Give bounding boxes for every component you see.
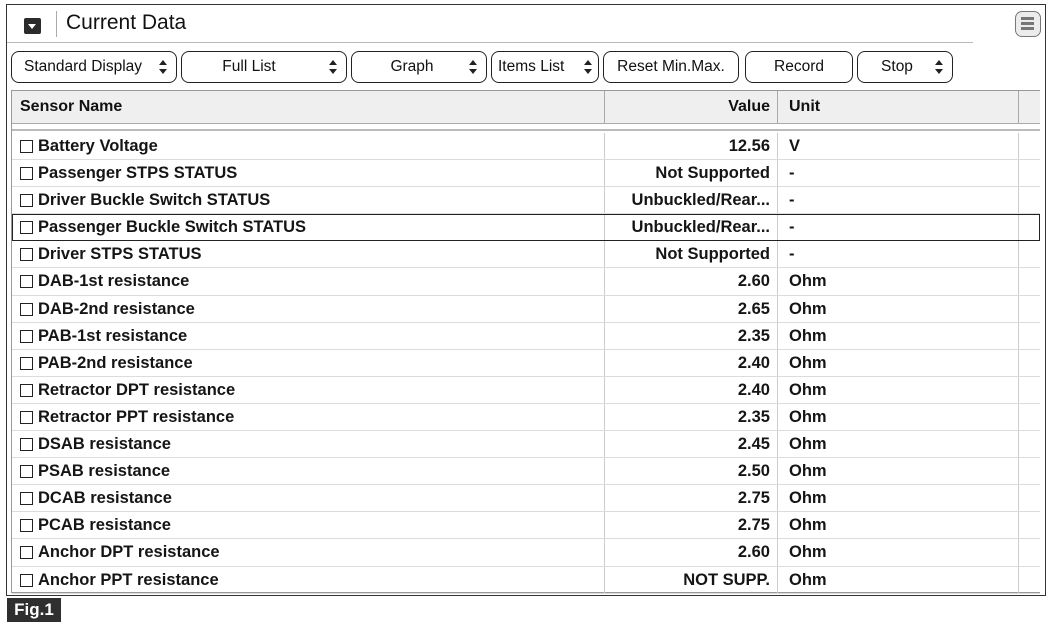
up-down-spinner-icon [469,60,479,74]
up-down-spinner-icon [329,60,339,74]
collapse-triangle-icon[interactable] [24,18,41,34]
sensor-unit: Ohm [789,326,827,345]
sensor-unit: Ohm [789,435,827,454]
record-button[interactable] [745,51,853,83]
table-row[interactable] [12,377,1040,404]
header-divider [12,124,1040,131]
checkbox-icon[interactable] [20,384,33,397]
sensor-name: PSAB resistance [38,462,171,481]
checkbox-icon[interactable] [20,546,33,559]
sensor-value: Unbuckled/Rear... [631,191,770,210]
sensor-name: PCAB resistance [38,516,171,535]
header-unit[interactable]: Unit [789,98,821,115]
sensor-value: 2.75 [737,516,770,535]
sensor-name: Passenger STPS STATUS [38,164,238,183]
table-row[interactable] [12,350,1040,377]
checkbox-icon[interactable] [20,492,33,505]
sensor-value: 2.40 [737,353,770,372]
stop-label: Stop [881,58,913,75]
checkbox-icon[interactable] [20,411,33,424]
up-down-spinner-icon [584,60,594,74]
sensor-value: 12.56 [728,137,770,155]
table-row[interactable] [12,431,1040,458]
sensor-unit: Ohm [789,299,827,318]
checkbox-icon[interactable] [20,357,33,370]
sensor-name: Passenger Buckle Switch STATUS [38,218,307,237]
items-list-select[interactable] [491,51,599,83]
sensor-name: Driver STPS STATUS [38,245,202,264]
checkbox-icon[interactable] [20,248,33,261]
sensor-name: PAB-2nd resistance [38,353,193,372]
sensor-unit: Ohm [789,353,827,372]
reset-min-max-label: Reset Min.Max. [617,58,725,75]
items-list-label: Items List [498,58,565,75]
checkbox-icon[interactable] [20,167,33,180]
table-row[interactable] [12,241,1040,268]
graph-label: Graph [390,58,434,75]
sensor-unit: V [789,137,801,155]
sensor-value: 2.60 [737,272,770,291]
sensor-name: PAB-1st resistance [38,326,188,345]
sensor-unit: - [789,245,795,264]
table-body [12,133,1040,594]
standard-display-select[interactable] [11,51,177,83]
sensor-value: 2.60 [737,543,770,562]
sensor-name: DAB-1st resistance [38,272,190,291]
sensor-unit: Ohm [789,380,827,399]
table-row[interactable] [12,296,1040,323]
sensor-unit: Ohm [789,570,827,589]
sensor-unit: - [789,164,795,183]
sensor-name: DAB-2nd resistance [38,299,195,318]
table-row[interactable] [12,160,1040,187]
table-row[interactable] [12,187,1040,214]
current-data-panel [6,4,1046,596]
header-value[interactable]: Value [728,98,770,115]
sensor-value: 2.75 [737,489,770,508]
sensor-unit: Ohm [789,489,827,508]
toolbar [11,51,1011,83]
table-row[interactable] [12,512,1040,539]
checkbox-icon[interactable] [20,194,33,207]
sensor-unit: Ohm [789,543,827,562]
checkbox-icon[interactable] [20,438,33,451]
sensor-value: 2.65 [737,299,770,318]
checkbox-icon[interactable] [20,275,33,288]
sensor-unit: - [789,191,795,210]
checkbox-icon[interactable] [20,140,33,153]
checkbox-icon[interactable] [20,519,33,532]
sensor-value: 2.35 [737,407,770,426]
up-down-spinner-icon [935,60,945,74]
checkbox-icon[interactable] [20,574,33,587]
sensor-value: 2.50 [737,462,770,481]
sensor-unit: Ohm [789,516,827,535]
sensor-value: 2.45 [737,435,770,454]
sensor-name: Anchor PPT resistance [38,570,219,589]
sensor-name: DSAB resistance [38,435,171,454]
panel-header [7,5,973,43]
sensor-value: Not Supported [655,164,770,183]
checkbox-icon[interactable] [20,465,33,478]
table-row[interactable] [12,539,1040,566]
sensor-unit: Ohm [789,407,827,426]
table-row[interactable] [12,214,1040,241]
up-down-spinner-icon [159,60,169,74]
checkbox-icon[interactable] [20,330,33,343]
table-row[interactable] [12,268,1040,295]
table-row[interactable] [12,485,1040,512]
full-list-label: Full List [222,58,276,75]
figure-label: Fig.1 [7,598,61,622]
sensor-data-table [11,90,1040,593]
reset-min-max-button[interactable] [603,51,739,83]
sensor-unit: Ohm [789,462,827,481]
table-header [12,91,1040,124]
sensor-value: 2.40 [737,380,770,399]
table-row[interactable] [12,458,1040,485]
sensor-unit: Ohm [789,272,827,291]
sensor-name: Retractor DPT resistance [38,380,236,399]
record-label: Record [774,58,824,75]
stop-select[interactable] [857,51,953,83]
table-row[interactable] [12,404,1040,431]
sensor-value: 2.35 [737,326,770,345]
table-row[interactable] [12,133,1040,160]
sensor-value: Not Supported [655,245,770,264]
sensor-name: Retractor PPT resistance [38,407,235,426]
checkbox-icon[interactable] [20,221,33,234]
panel-title: Current Data [66,11,187,34]
header-sensor-name[interactable]: Sensor Name [20,98,123,115]
sensor-name: Battery Voltage [38,137,158,155]
graph-select[interactable] [351,51,487,83]
checkbox-icon[interactable] [20,303,33,316]
full-list-select[interactable] [181,51,347,83]
table-row[interactable] [12,323,1040,350]
standard-display-label: Standard Display [24,58,143,75]
sensor-name: DCAB resistance [38,489,172,508]
sensor-unit: - [789,218,795,237]
table-row[interactable] [12,567,1040,594]
list-menu-icon[interactable] [1015,11,1041,37]
sensor-name: Driver Buckle Switch STATUS [38,191,271,210]
sensor-name: Anchor DPT resistance [38,543,220,562]
title-divider [56,11,57,37]
sensor-value: NOT SUPP. [683,570,770,589]
sensor-value: Unbuckled/Rear... [631,218,770,237]
